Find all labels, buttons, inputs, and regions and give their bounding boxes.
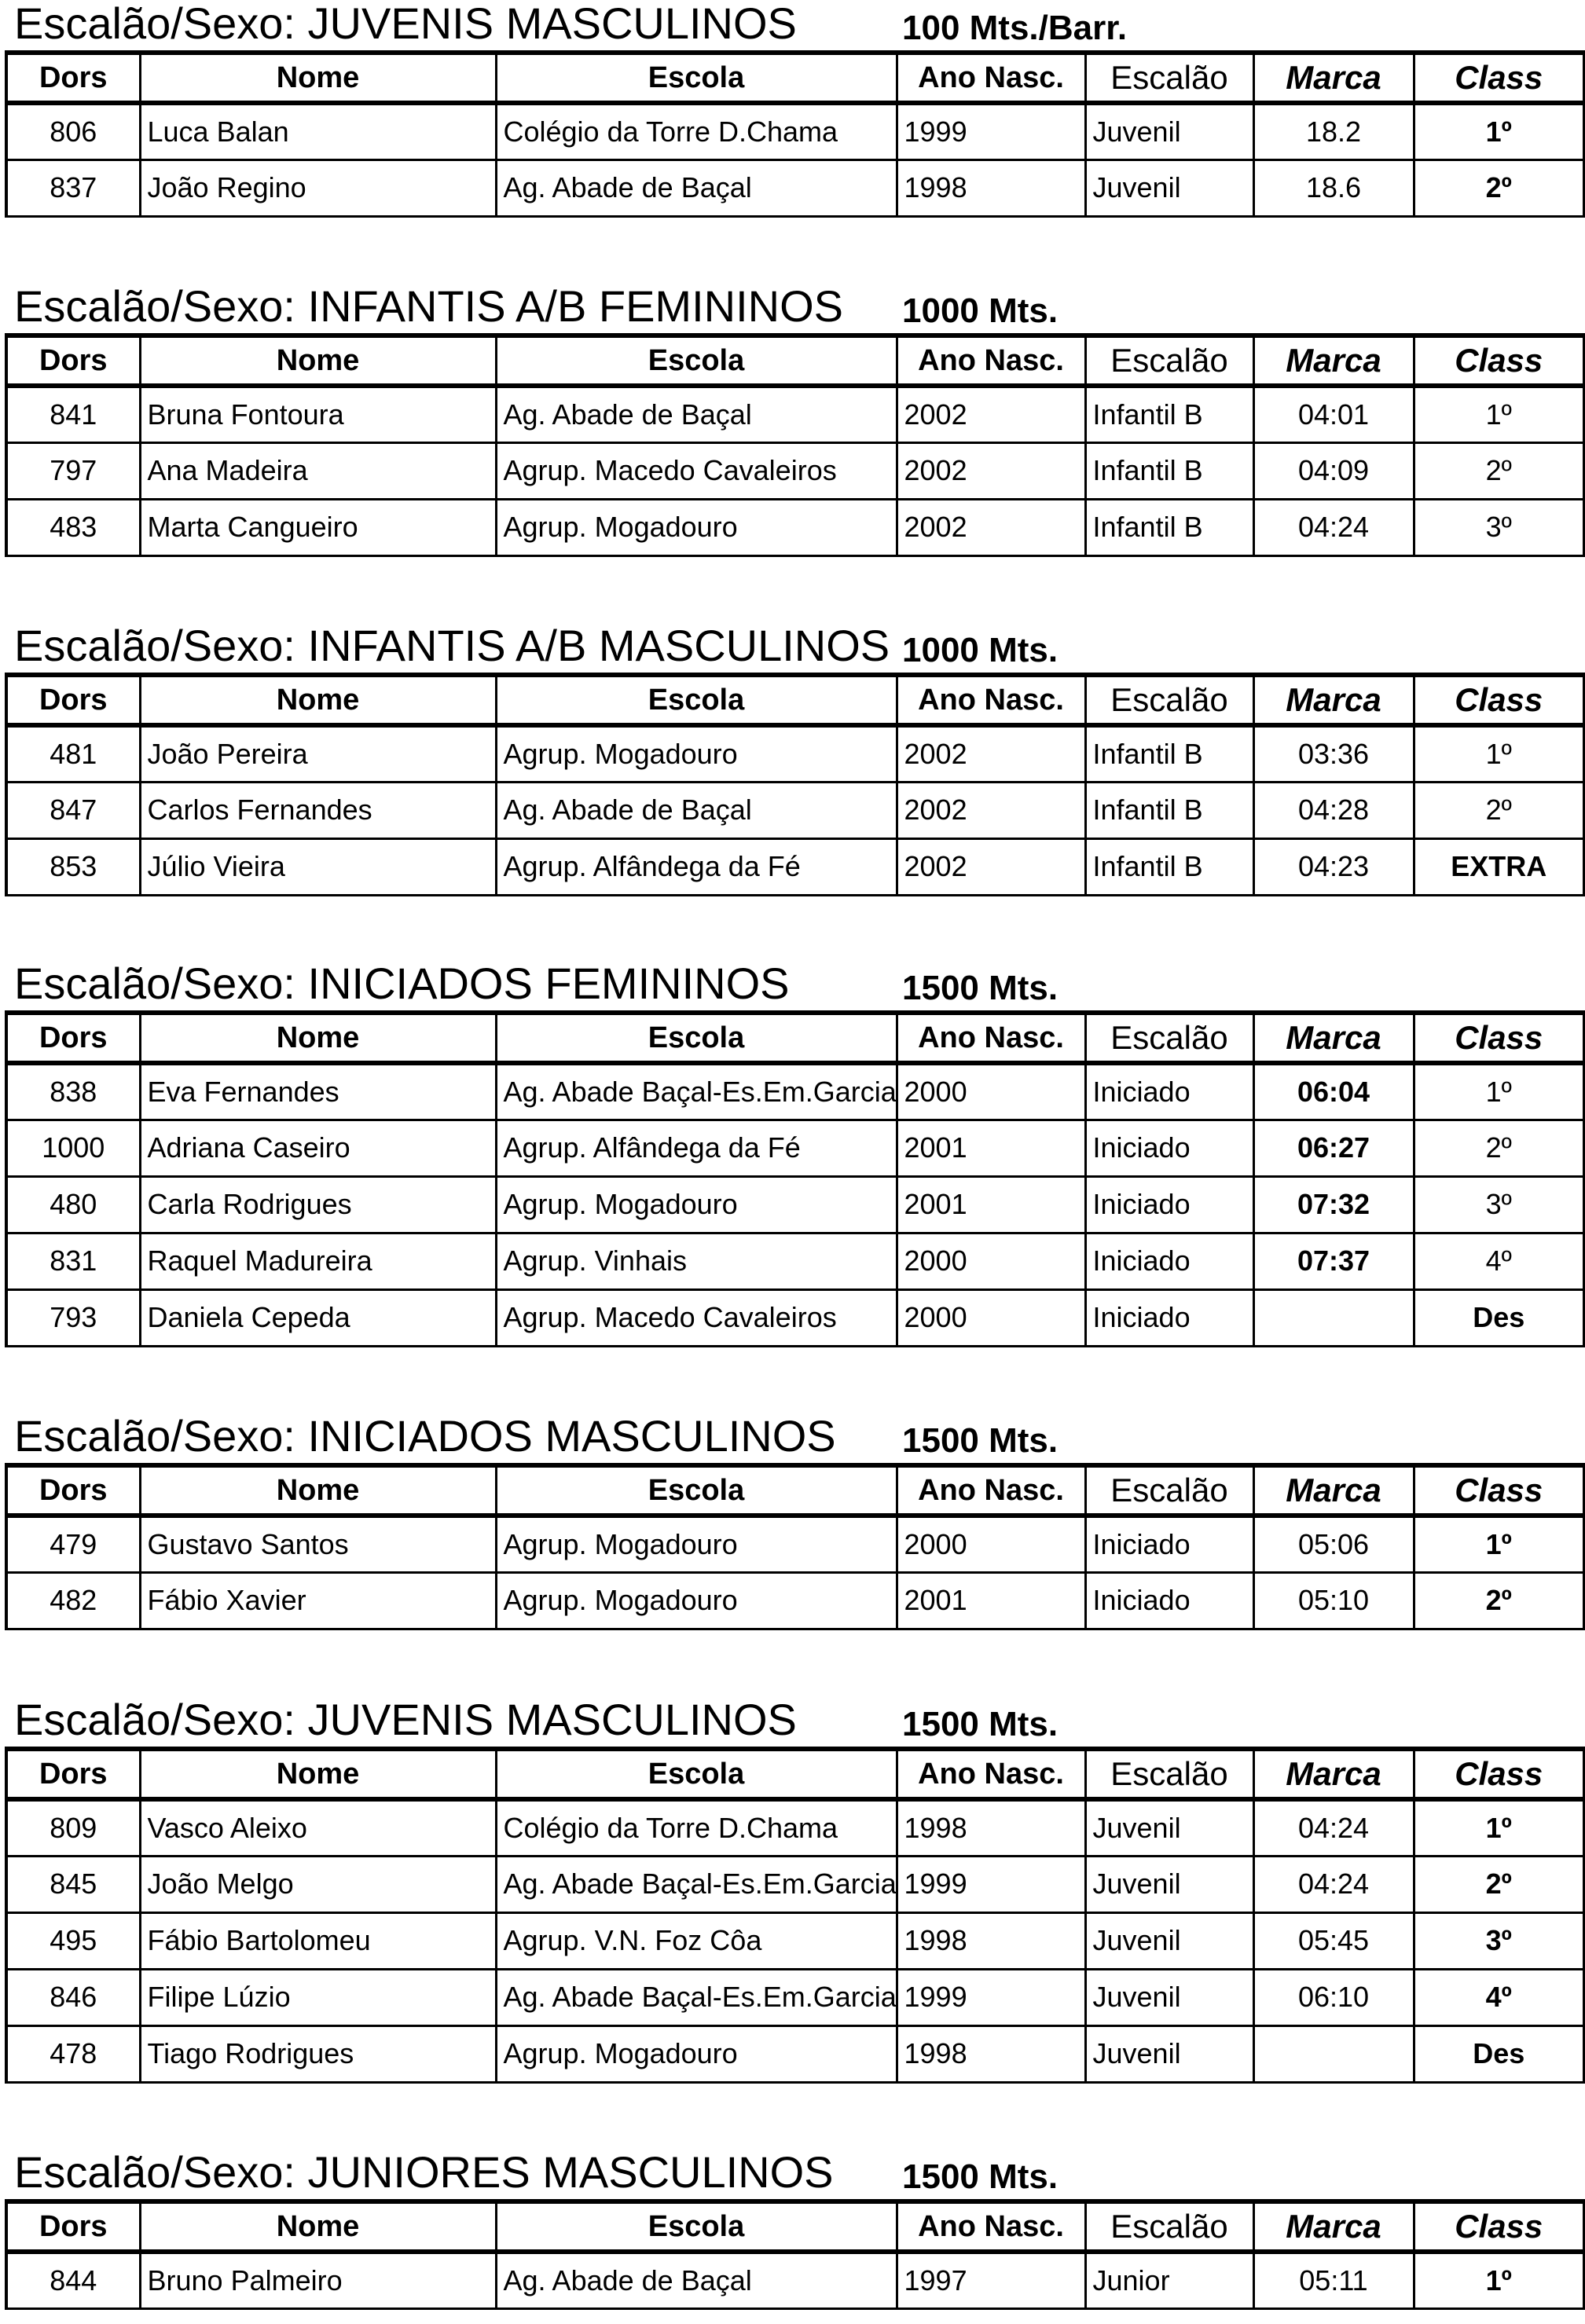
cell-ano: 1999 (897, 1856, 1085, 1912)
cell-marca: 05:11 (1253, 2252, 1414, 2308)
column-header-escalao: Escalão (1085, 2201, 1253, 2252)
cell-class: 4º (1414, 1233, 1584, 1289)
event-label: 1500 Mts. (902, 1421, 1059, 1460)
header-row (6, 335, 1584, 386)
cell-escola: Agrup. Mogadouro (496, 1572, 897, 1629)
cell-ano: 1998 (897, 159, 1085, 216)
section-heading (14, 1696, 1585, 1743)
cell-nome: Bruno Palmeiro (140, 2252, 496, 2308)
column-header-escola: Escola (496, 2201, 897, 2252)
column-header-escola: Escola (496, 53, 897, 103)
category-label: Escalão/Sexo: JUVENIS MASCULINOS (14, 1696, 797, 1743)
cell-ano: 1999 (897, 1969, 1085, 2025)
cell-escola: Agrup. Macedo Cavaleiros (496, 442, 897, 499)
cell-class: 2º (1414, 782, 1584, 838)
cell-marca: 05:45 (1253, 1912, 1414, 1969)
column-header-dors: Dors (6, 53, 140, 103)
cell-escalao: Juvenil (1085, 1912, 1253, 1969)
results-table (5, 2199, 1585, 2310)
cell-escalao: Infantil B (1085, 782, 1253, 838)
cell-dors: 793 (6, 1289, 140, 1346)
cell-class: 3º (1414, 499, 1584, 555)
column-header-dors: Dors (6, 2201, 140, 2252)
cell-ano: 2002 (897, 442, 1085, 499)
cell-nome: João Melgo (140, 1856, 496, 1912)
cell-ano: 1999 (897, 103, 1085, 159)
section-heading (14, 960, 1585, 1007)
results-table (5, 50, 1585, 218)
cell-class: 1º (1414, 2252, 1584, 2308)
results-table (5, 333, 1585, 557)
cell-nome: Filipe Lúzio (140, 1969, 496, 2025)
cell-class: Des (1414, 2025, 1584, 2082)
table-row (6, 2025, 1584, 2082)
cell-dors: 480 (6, 1176, 140, 1233)
cell-escola: Agrup. V.N. Foz Côa (496, 1912, 897, 1969)
cell-class: 2º (1414, 1856, 1584, 1912)
cell-nome: Gustavo Santos (140, 1516, 496, 1572)
cell-marca: 04:23 (1253, 838, 1414, 895)
cell-nome: Fábio Xavier (140, 1572, 496, 1629)
cell-nome: Carlos Fernandes (140, 782, 496, 838)
cell-escola: Agrup. Mogadouro (496, 499, 897, 555)
category-label: Escalão/Sexo: INICIADOS MASCULINOS (14, 1413, 836, 1460)
cell-ano: 1998 (897, 1912, 1085, 1969)
table-row (6, 159, 1584, 216)
cell-marca: 04:28 (1253, 782, 1414, 838)
cell-ano: 2001 (897, 1120, 1085, 1176)
column-header-escalao: Escalão (1085, 675, 1253, 725)
cell-nome: Bruna Fontoura (140, 386, 496, 442)
cell-class: 1º (1414, 725, 1584, 782)
cell-ano: 2002 (897, 386, 1085, 442)
header-row (6, 1749, 1584, 1799)
table-row (6, 1856, 1584, 1912)
table-row (6, 838, 1584, 895)
column-header-ano: Ano Nasc. (897, 2201, 1085, 2252)
column-header-nome: Nome (140, 53, 496, 103)
event-label: 1000 Mts. (902, 631, 1059, 669)
cell-escola: Agrup. Mogadouro (496, 725, 897, 782)
cell-dors: 844 (6, 2252, 140, 2308)
results-table (5, 1463, 1585, 1630)
cell-dors: 483 (6, 499, 140, 555)
header-row (6, 53, 1584, 103)
cell-dors: 479 (6, 1516, 140, 1572)
cell-class: 1º (1414, 386, 1584, 442)
table-row (6, 1063, 1584, 1120)
cell-dors: 1000 (6, 1120, 140, 1176)
column-header-class: Class (1414, 2201, 1584, 2252)
column-header-class: Class (1414, 1013, 1584, 1063)
cell-nome: Tiago Rodrigues (140, 2025, 496, 2082)
cell-escola: Agrup. Vinhais (496, 1233, 897, 1289)
cell-escalao: Iniciado (1085, 1176, 1253, 1233)
cell-nome: João Pereira (140, 725, 496, 782)
cell-ano: 2002 (897, 782, 1085, 838)
section-heading (14, 2149, 1585, 2196)
column-header-nome: Nome (140, 2201, 496, 2252)
cell-nome: Eva Fernandes (140, 1063, 496, 1120)
category-label: Escalão/Sexo: INICIADOS FEMININOS (14, 960, 790, 1007)
event-label: 1500 Mts. (902, 1705, 1059, 1743)
cell-ano: 2001 (897, 1176, 1085, 1233)
cell-marca: 04:24 (1253, 499, 1414, 555)
category-label: Escalão/Sexo: JUNIORES MASCULINOS (14, 2149, 834, 2196)
column-header-marca: Marca (1253, 675, 1414, 725)
column-header-nome: Nome (140, 335, 496, 386)
cell-class: 1º (1414, 1516, 1584, 1572)
table-row (6, 1176, 1584, 1233)
cell-escola: Ag. Abade Baçal-Es.Em.Garcia (496, 1063, 897, 1120)
cell-nome: Júlio Vieira (140, 838, 496, 895)
cell-escalao: Juvenil (1085, 103, 1253, 159)
table-row (6, 1799, 1584, 1856)
cell-nome: Marta Cangueiro (140, 499, 496, 555)
cell-ano: 1998 (897, 1799, 1085, 1856)
cell-dors: 478 (6, 2025, 140, 2082)
cell-escola: Agrup. Macedo Cavaleiros (496, 1289, 897, 1346)
column-header-marca: Marca (1253, 53, 1414, 103)
cell-nome: Raquel Madureira (140, 1233, 496, 1289)
table-row (6, 782, 1584, 838)
cell-dors: 845 (6, 1856, 140, 1912)
cell-marca: 04:09 (1253, 442, 1414, 499)
category-label: Escalão/Sexo: JUVENIS MASCULINOS (14, 0, 797, 47)
cell-marca: 06:10 (1253, 1969, 1414, 2025)
cell-nome: Ana Madeira (140, 442, 496, 499)
cell-escalao: Infantil B (1085, 442, 1253, 499)
cell-class: 2º (1414, 1120, 1584, 1176)
table-row (6, 1516, 1584, 1572)
column-header-escola: Escola (496, 1749, 897, 1799)
event-label: 1000 Mts. (902, 291, 1059, 330)
cell-class: EXTRA (1414, 838, 1584, 895)
column-header-dors: Dors (6, 1749, 140, 1799)
column-header-escalao: Escalão (1085, 1013, 1253, 1063)
table-row (6, 386, 1584, 442)
cell-escola: Agrup. Alfândega da Fé (496, 838, 897, 895)
section-heading (14, 0, 1585, 47)
cell-marca: 03:36 (1253, 725, 1414, 782)
cell-escola: Ag. Abade Baçal-Es.Em.Garcia (496, 1969, 897, 2025)
column-header-escola: Escola (496, 1013, 897, 1063)
cell-class: 1º (1414, 1799, 1584, 1856)
cell-dors: 846 (6, 1969, 140, 2025)
cell-escalao: Infantil B (1085, 725, 1253, 782)
cell-nome: Vasco Aleixo (140, 1799, 496, 1856)
cell-escalao: Juvenil (1085, 159, 1253, 216)
header-row (6, 675, 1584, 725)
cell-marca: 04:24 (1253, 1856, 1414, 1912)
cell-ano: 2000 (897, 1063, 1085, 1120)
cell-escola: Colégio da Torre D.Chama (496, 1799, 897, 1856)
cell-ano: 2000 (897, 1233, 1085, 1289)
cell-nome: João Regino (140, 159, 496, 216)
results-table (5, 673, 1585, 896)
category-label: Escalão/Sexo: INFANTIS A/B MASCULINOS (14, 622, 890, 669)
category-label: Escalão/Sexo: INFANTIS A/B FEMININOS (14, 283, 843, 330)
cell-escalao: Juvenil (1085, 2025, 1253, 2082)
section-heading (14, 1413, 1585, 1460)
section-heading (14, 622, 1585, 669)
cell-class: 2º (1414, 159, 1584, 216)
cell-escola: Agrup. Alfândega da Fé (496, 1120, 897, 1176)
cell-escalao: Iniciado (1085, 1572, 1253, 1629)
column-header-marca: Marca (1253, 2201, 1414, 2252)
cell-nome: Adriana Caseiro (140, 1120, 496, 1176)
column-header-escola: Escola (496, 335, 897, 386)
column-header-nome: Nome (140, 675, 496, 725)
column-header-class: Class (1414, 53, 1584, 103)
cell-escalao: Infantil B (1085, 499, 1253, 555)
cell-marca: 04:01 (1253, 386, 1414, 442)
column-header-marca: Marca (1253, 1013, 1414, 1063)
cell-dors: 481 (6, 725, 140, 782)
table-row (6, 1969, 1584, 2025)
table-row (6, 442, 1584, 499)
column-header-escalao: Escalão (1085, 1749, 1253, 1799)
table-row (6, 1289, 1584, 1346)
section-heading (14, 283, 1585, 330)
cell-dors: 853 (6, 838, 140, 895)
cell-ano: 2002 (897, 838, 1085, 895)
cell-dors: 482 (6, 1572, 140, 1629)
table-row (6, 1572, 1584, 1629)
cell-escalao: Junior (1085, 2252, 1253, 2308)
cell-dors: 847 (6, 782, 140, 838)
cell-nome: Fábio Bartolomeu (140, 1912, 496, 1969)
cell-marca: 06:04 (1253, 1063, 1414, 1120)
column-header-marca: Marca (1253, 1465, 1414, 1516)
cell-escola: Ag. Abade de Baçal (496, 159, 897, 216)
column-header-marca: Marca (1253, 335, 1414, 386)
column-header-ano: Ano Nasc. (897, 335, 1085, 386)
cell-escola: Agrup. Mogadouro (496, 1516, 897, 1572)
cell-escola: Agrup. Mogadouro (496, 2025, 897, 2082)
cell-escola: Ag. Abade de Baçal (496, 386, 897, 442)
results-table (5, 1747, 1585, 2084)
column-header-escalao: Escalão (1085, 53, 1253, 103)
cell-marca (1253, 1289, 1414, 1346)
cell-nome: Luca Balan (140, 103, 496, 159)
cell-ano: 1998 (897, 2025, 1085, 2082)
results-table (5, 1010, 1585, 1347)
column-header-class: Class (1414, 675, 1584, 725)
cell-escalao: Iniciado (1085, 1063, 1253, 1120)
column-header-ano: Ano Nasc. (897, 675, 1085, 725)
table-row (6, 2252, 1584, 2308)
cell-escalao: Iniciado (1085, 1516, 1253, 1572)
cell-dors: 831 (6, 1233, 140, 1289)
cell-dors: 838 (6, 1063, 140, 1120)
cell-marca: 06:27 (1253, 1120, 1414, 1176)
cell-escalao: Iniciado (1085, 1120, 1253, 1176)
cell-dors: 837 (6, 159, 140, 216)
cell-escola: Ag. Abade de Baçal (496, 782, 897, 838)
cell-marca: 07:32 (1253, 1176, 1414, 1233)
cell-marca: 18.6 (1253, 159, 1414, 216)
cell-ano: 2001 (897, 1572, 1085, 1629)
column-header-dors: Dors (6, 1013, 140, 1063)
cell-nome: Carla Rodrigues (140, 1176, 496, 1233)
cell-escalao: Juvenil (1085, 1799, 1253, 1856)
column-header-nome: Nome (140, 1465, 496, 1516)
cell-ano: 2000 (897, 1516, 1085, 1572)
event-label: 1500 Mts. (902, 969, 1059, 1007)
cell-class: 1º (1414, 103, 1584, 159)
cell-ano: 2002 (897, 725, 1085, 782)
cell-dors: 809 (6, 1799, 140, 1856)
cell-escola: Agrup. Mogadouro (496, 1176, 897, 1233)
cell-nome: Daniela Cepeda (140, 1289, 496, 1346)
cell-escalao: Iniciado (1085, 1233, 1253, 1289)
cell-escalao: Juvenil (1085, 1969, 1253, 2025)
column-header-escola: Escola (496, 675, 897, 725)
table-row (6, 1912, 1584, 1969)
event-label: 1500 Mts. (902, 2157, 1059, 2196)
cell-marca: 05:10 (1253, 1572, 1414, 1629)
header-row (6, 1013, 1584, 1063)
table-row (6, 1120, 1584, 1176)
cell-class: 2º (1414, 442, 1584, 499)
column-header-class: Class (1414, 1749, 1584, 1799)
cell-ano: 2000 (897, 1289, 1085, 1346)
cell-dors: 806 (6, 103, 140, 159)
cell-marca (1253, 2025, 1414, 2082)
cell-class: 1º (1414, 1063, 1584, 1120)
cell-class: Des (1414, 1289, 1584, 1346)
column-header-dors: Dors (6, 675, 140, 725)
cell-marca: 04:24 (1253, 1799, 1414, 1856)
column-header-nome: Nome (140, 1013, 496, 1063)
table-row (6, 1233, 1584, 1289)
column-header-ano: Ano Nasc. (897, 53, 1085, 103)
cell-marca: 18.2 (1253, 103, 1414, 159)
column-header-nome: Nome (140, 1749, 496, 1799)
column-header-marca: Marca (1253, 1749, 1414, 1799)
cell-marca: 05:06 (1253, 1516, 1414, 1572)
table-row (6, 499, 1584, 555)
column-header-escalao: Escalão (1085, 1465, 1253, 1516)
cell-class: 2º (1414, 1572, 1584, 1629)
column-header-dors: Dors (6, 335, 140, 386)
cell-escola: Colégio da Torre D.Chama (496, 103, 897, 159)
column-header-class: Class (1414, 1465, 1584, 1516)
column-header-escola: Escola (496, 1465, 897, 1516)
cell-escola: Ag. Abade de Baçal (496, 2252, 897, 2308)
cell-dors: 797 (6, 442, 140, 499)
header-row (6, 2201, 1584, 2252)
column-header-ano: Ano Nasc. (897, 1749, 1085, 1799)
column-header-class: Class (1414, 335, 1584, 386)
event-label: 100 Mts./Barr. (902, 9, 1128, 47)
cell-escola: Ag. Abade Baçal-Es.Em.Garcia (496, 1856, 897, 1912)
cell-ano: 2002 (897, 499, 1085, 555)
cell-class: 3º (1414, 1912, 1584, 1969)
table-row (6, 725, 1584, 782)
cell-dors: 841 (6, 386, 140, 442)
column-header-escalao: Escalão (1085, 335, 1253, 386)
column-header-dors: Dors (6, 1465, 140, 1516)
cell-escalao: Infantil B (1085, 386, 1253, 442)
cell-ano: 1997 (897, 2252, 1085, 2308)
column-header-ano: Ano Nasc. (897, 1465, 1085, 1516)
cell-class: 3º (1414, 1176, 1584, 1233)
cell-escalao: Juvenil (1085, 1856, 1253, 1912)
table-row (6, 103, 1584, 159)
header-row (6, 1465, 1584, 1516)
cell-escalao: Infantil B (1085, 838, 1253, 895)
cell-escalao: Iniciado (1085, 1289, 1253, 1346)
cell-dors: 495 (6, 1912, 140, 1969)
column-header-ano: Ano Nasc. (897, 1013, 1085, 1063)
cell-class: 4º (1414, 1969, 1584, 2025)
cell-marca: 07:37 (1253, 1233, 1414, 1289)
